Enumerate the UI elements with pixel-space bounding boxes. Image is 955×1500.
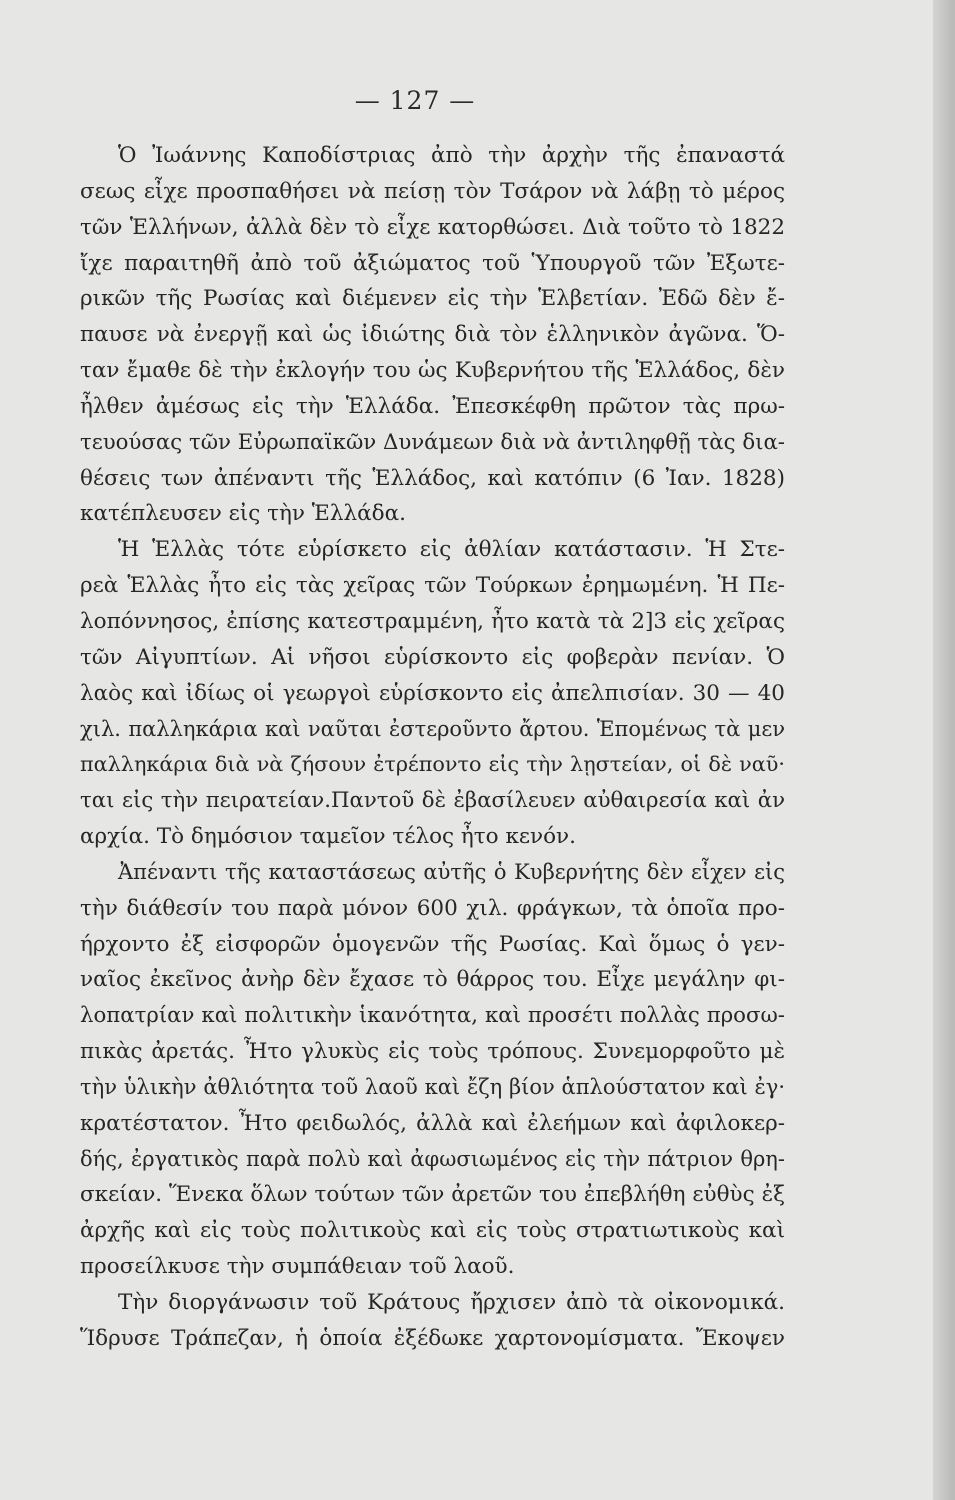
page-number: — 127 —	[354, 86, 476, 115]
text-line: τευούσας τῶν Εὐρωπαϊκῶν Δυνάμεων διὰ νὰ ἀντιληφθῇ τὰς δια-	[80, 429, 785, 455]
text-line: παυσε νὰ ἐνεργῇ καὶ ὡς ἰδιώτης διὰ τὸν ἑλληνικὸν ἀγῶνα. Ὅ-	[80, 322, 785, 348]
text-line: τῶν Ἑλλήνων, ἀλλὰ δὲν τὸ εἶχε κατορθώσει. Διὰ τοῦτο τὸ 1822	[80, 214, 785, 240]
text-line: Ἀπέναντι τῆς καταστάσεως αὐτῆς ὁ Κυβερνήτης δὲν εἶχεν εἰς	[118, 859, 785, 884]
text-line: χιλ. παλληκάρια καὶ ναῦται ἐστεροῦντο ἄρτου. Ἑπομένως τὰ μεν	[80, 716, 785, 741]
text-line: θέσεις των ἀπέναντι τῆς Ἑλλάδος, καὶ κατόπιν (6 Ἰαν. 1828)	[80, 465, 785, 491]
text-line: δής, ἐργατικὸς παρὰ πολὺ καὶ ἀφωσιωμένος εἰς τὴν πάτριον θρη-	[80, 1146, 785, 1171]
text-line: σεως εἶχε προσπαθήσει νὰ πείσῃ τὸν Τσάρον νὰ λάβῃ τὸ μέρος	[80, 178, 785, 204]
text-line: προσείλκυσε τὴν συμπάθειαν τοῦ λαοῦ.	[80, 1254, 515, 1280]
text-line: Ὁ Ἰωάννης Καποδίστριας ἀπὸ τὴν ἀρχὴν τῆς ἐπαναστά	[118, 143, 785, 168]
text-line: τῶν Αἰγυπτίων. Αἱ νῆσοι εὑρίσκοντο εἰς φοβερὰν πενίαν. Ὁ	[80, 644, 785, 670]
text-line: ἦλθεν ἀμέσως εἰς τὴν Ἑλλάδα. Ἐπεσκέφθη πρῶτον τὰς πρω-	[80, 393, 785, 419]
text-line: Ἵδρυσε Τράπεζαν, ἡ ὁποία ἐξέδωκε χαρτονομίσματα. Ἔκοψεν	[80, 1325, 785, 1351]
text-line: ναῖος ἐκεῖνος ἀνὴρ δὲν ἔχασε τὸ θάρρος του. Εἶχε μεγάλην φι-	[80, 967, 785, 993]
text-line: κρατέστατον. Ἦτο φειδωλός, ἀλλὰ καὶ ἐλεήμων καὶ ἀφιλοκερ-	[80, 1110, 785, 1136]
text-line: ἀρχῆς καὶ εἰς τοὺς πολιτικοὺς καὶ εἰς τοὺς στρατιωτικοὺς καὶ	[80, 1218, 785, 1244]
text-line: λοπόννησος, ἐπίσης κατεστραμμένη, ἦτο κατὰ τὰ 2]3 εἰς χεῖρας	[80, 608, 785, 634]
text-line: τὴν διάθεσίν του παρὰ μόνον 600 χιλ. φράγκων, τὰ ὁποῖα προ-	[80, 895, 785, 921]
text-line: λαὸς καὶ ἰδίως οἱ γεωργοὶ εὑρίσκοντο εἰς ἀπελπισίαν. 30 — 40	[80, 680, 785, 706]
page-spine-shadow	[933, 0, 955, 1500]
text-line: Ἡ Ἑλλὰς τότε εὑρίσκετο εἰς ἀθλίαν κατάστασιν. Ἡ Στε-	[118, 537, 785, 563]
text-line: ρικῶν τῆς Ρωσίας καὶ διέμενεν εἰς τὴν Ἑλβετίαν. Ἐδῶ δὲν ἔ-	[80, 286, 785, 312]
text-line: ρεὰ Ἑλλὰς ἦτο εἰς τὰς χεῖρας τῶν Τούρκων ἐρημωμένη. Ἡ Πε-	[80, 573, 785, 599]
text-line: λοπατρίαν καὶ πολιτικὴν ἱκανότητα, καὶ προσέτι πολλὰς προσω-	[80, 1003, 785, 1029]
text-line: κατέπλευσεν εἰς τὴν Ἑλλάδα.	[80, 501, 406, 527]
body-text	[80, 138, 785, 1357]
text-line: πικὰς ἀρετάς. Ἦτο γλυκὺς εἰς τοὺς τρόπους. Συνεμορφοῦτο μὲ	[80, 1039, 785, 1065]
text-line: ται εἰς τὴν πειρατείαν.Παντοῦ δὲ ἐβασίλευεν αὐθαιρεσία καὶ ἀν	[80, 788, 785, 814]
text-line: παλληκάρια διὰ νὰ ζήσουν ἐτρέποντο εἰς τὴν λῃστείαν, οἱ δὲ ναῦ·	[80, 752, 785, 777]
text-line: ήρχοντο ἐξ εἰσφορῶν ὁμογενῶν τῆς Ρωσίας. Καὶ ὅμως ὁ γεν-	[80, 931, 785, 957]
text-line: σκείαν. Ἕνεκα ὅλων τούτων τῶν ἀρετῶν του ἐπεβλήθη εὐθὺς ἐξ	[80, 1182, 785, 1208]
text-line: τὴν ὑλικὴν ἀθλιότητα τοῦ λαοῦ καὶ ἔζη βίον ἁπλούστατον καὶ ἐγ·	[80, 1074, 785, 1099]
text-line: αρχία. Τὸ δημόσιον ταμεῖον τέλος ἦτο κενόν.	[80, 824, 576, 850]
text-line: Τὴν διοργάνωσιν τοῦ Κράτους ἤρχισεν ἀπὸ τὰ οἰκονομικά.	[118, 1290, 785, 1315]
text-line: ἴχε παραιτηθῆ ἀπὸ τοῦ ἀξιώματος τοῦ Ὑπουργοῦ τῶν Ἐξωτε-	[80, 250, 785, 276]
text-line: ταν ἔμαθε δὲ τὴν ἐκλογήν του ὡς Κυβερνήτου τῆς Ἑλλάδος, δὲν	[80, 358, 785, 384]
